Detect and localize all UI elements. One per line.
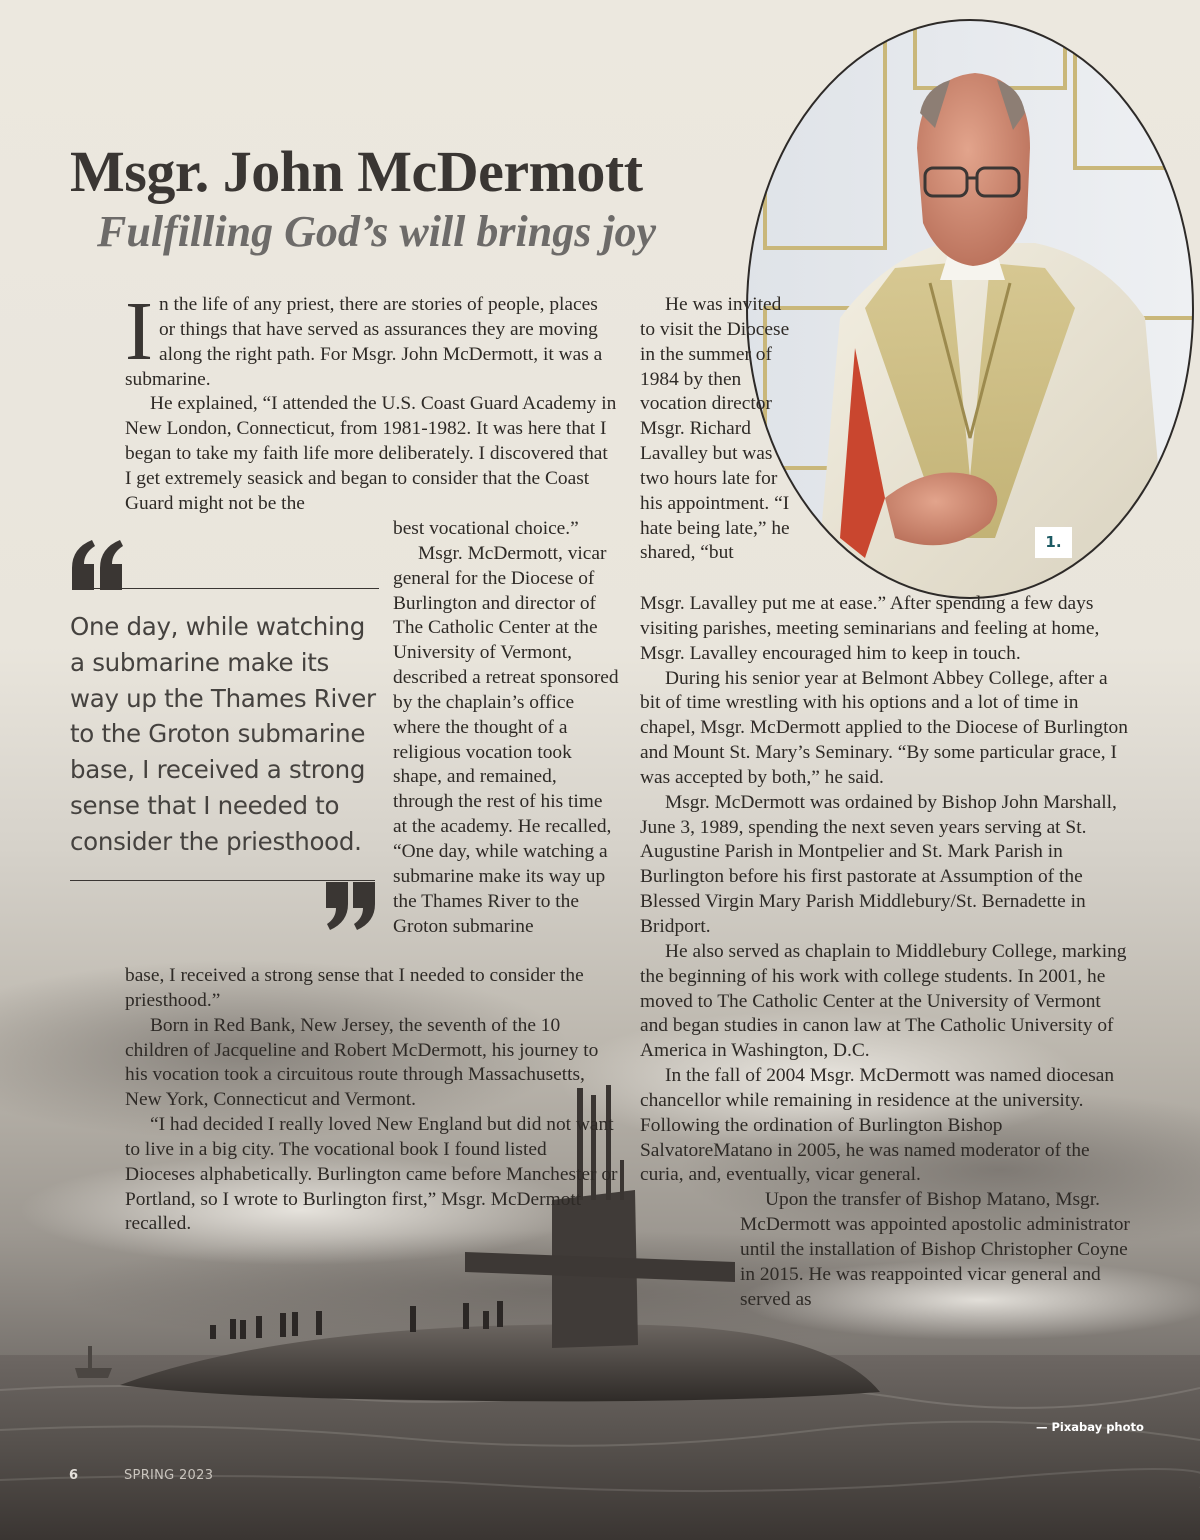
issue-label: SPRING 2023 xyxy=(124,1468,214,1483)
article-paragraph: Msgr. McDermott was ordained by Bishop John Marshall, June 3, 1989, spending the next seven years serving at St. Augustine Parish in Montpelier and St. Mark Parish in Burlington before his first pastorate at Assumption of the Blessed Virgin Mary Parish Middlebury/St. Bernadette in Bridport. xyxy=(640,791,1117,937)
close-quote-icon xyxy=(322,882,378,930)
article-column-2-top xyxy=(640,293,790,566)
page-number: 6 xyxy=(69,1468,79,1483)
open-quote-icon xyxy=(70,540,126,592)
photo-credit: — Pixabay photo xyxy=(1036,1420,1144,1434)
article-paragraph: He was invited to visit the Diocese in the summer of 1984 by then vocation director Msgr. Richard Lavalley but was two hours late for his appointment. “I hate being late,” he shared, “but xyxy=(640,294,790,564)
pull-quote xyxy=(70,540,380,860)
article-column-2 xyxy=(640,592,1130,1312)
article-title: Msgr. John McDermott xyxy=(70,139,643,204)
article-column-1-bottom xyxy=(125,964,618,1237)
drop-cap: I xyxy=(125,285,153,378)
article-paragraph: Msgr. McDermott, vicar general for the Diocese of Burlington and director of The Catholic Center at the University of Vermont, described a retreat sponsored by the chaplain’s office where the thought of a religious vocation took shape, and remained, through the rest of his time at the academy. He recalled, “One day, while watching a submarine make its way up the Thames River to the Groton submarine xyxy=(393,542,619,937)
article-paragraph-continued: Msgr. Lavalley put me at ease.” After spending a few days visiting parishes, meeting seminarians and feeling at home, Msgr. Lavalley encouraged him to keep in touch. xyxy=(640,593,1100,664)
article-paragraph: He explained, “I attended the U.S. Coast Guard Academy in New London, Connecticut, from 1981-1982. It was here that I began to take my faith life more deliberately. I discovered that I get extremely seasick and began to consider that the Coast Guard might not be the xyxy=(125,393,617,514)
article-column-1-middle xyxy=(393,517,619,939)
article-paragraph-continued: base, I received a strong sense that I needed to consider the priesthood.” xyxy=(125,965,584,1011)
portrait-photo xyxy=(745,18,1195,600)
article-paragraph-continued: best vocational choice.” xyxy=(393,518,579,539)
article-paragraph: In the life of any priest, there are stories of people, places or things that have served as assurances they are moving along the right path. For Msgr. John McDermott, it was a submarine. xyxy=(125,285,603,390)
article-paragraph: During his senior year at Belmont Abbey College, after a bit of time wrestling with his options and a lot of time in chapel, Msgr. McDermott applied to the Diocese of Burlington and Mount St. Mary’s Seminary. “By some particular grace, I was accepted by both,” he said. xyxy=(640,667,1128,788)
pull-quote-text: One day, while watching a submarine make its way up the Thames River to the Groton submarine base, I received a strong sense that I needed to consider the priesthood. xyxy=(70,612,376,856)
article-subtitle: Fulfilling God’s will brings joy xyxy=(97,207,657,256)
article-paragraph: Born in Red Bank, New Jersey, the seventh of the 10 children of Jacqueline and Robert McDermott, his journey to his vocation took a circuitous route through Massachusetts, New York, Connecticut and Vermont. xyxy=(125,1014,599,1111)
article-column-1 xyxy=(125,285,618,517)
article-paragraph: He also served as chaplain to Middlebury College, marking the beginning of his work with college students. In 2001, he moved to The Catholic Center at the University of Vermont and began studies in canon law at The Catholic University of America in Washington, D.C. xyxy=(640,940,1127,1062)
article-paragraph: “I had decided I really loved New England but did not want to live in a big city. The vocational book I found listed Dioceses alphabetically. Burlington came before Manchester or Portland, so I wrote to Burlington first,” Msgr. McDermott recalled. xyxy=(125,1114,618,1235)
article-paragraph: In the fall of 2004 Msgr. McDermott was named diocesan chancellor while remaining in residence at the university. Following the ordination of Burlington Bishop SalvatoreMatano in 2005, he was named moderator of the curia, and, eventually, vicar general. xyxy=(640,1065,1115,1186)
photo-number-badge: 1. xyxy=(1035,527,1072,558)
pull-quote-rule xyxy=(70,880,375,881)
article-paragraph: Upon the transfer of Bishop Matano, Msgr. McDermott was appointed apostolic administrator until the installation of Bishop Christopher Coyne in 2015. He was reappointed vicar general and served as xyxy=(740,1189,1130,1310)
